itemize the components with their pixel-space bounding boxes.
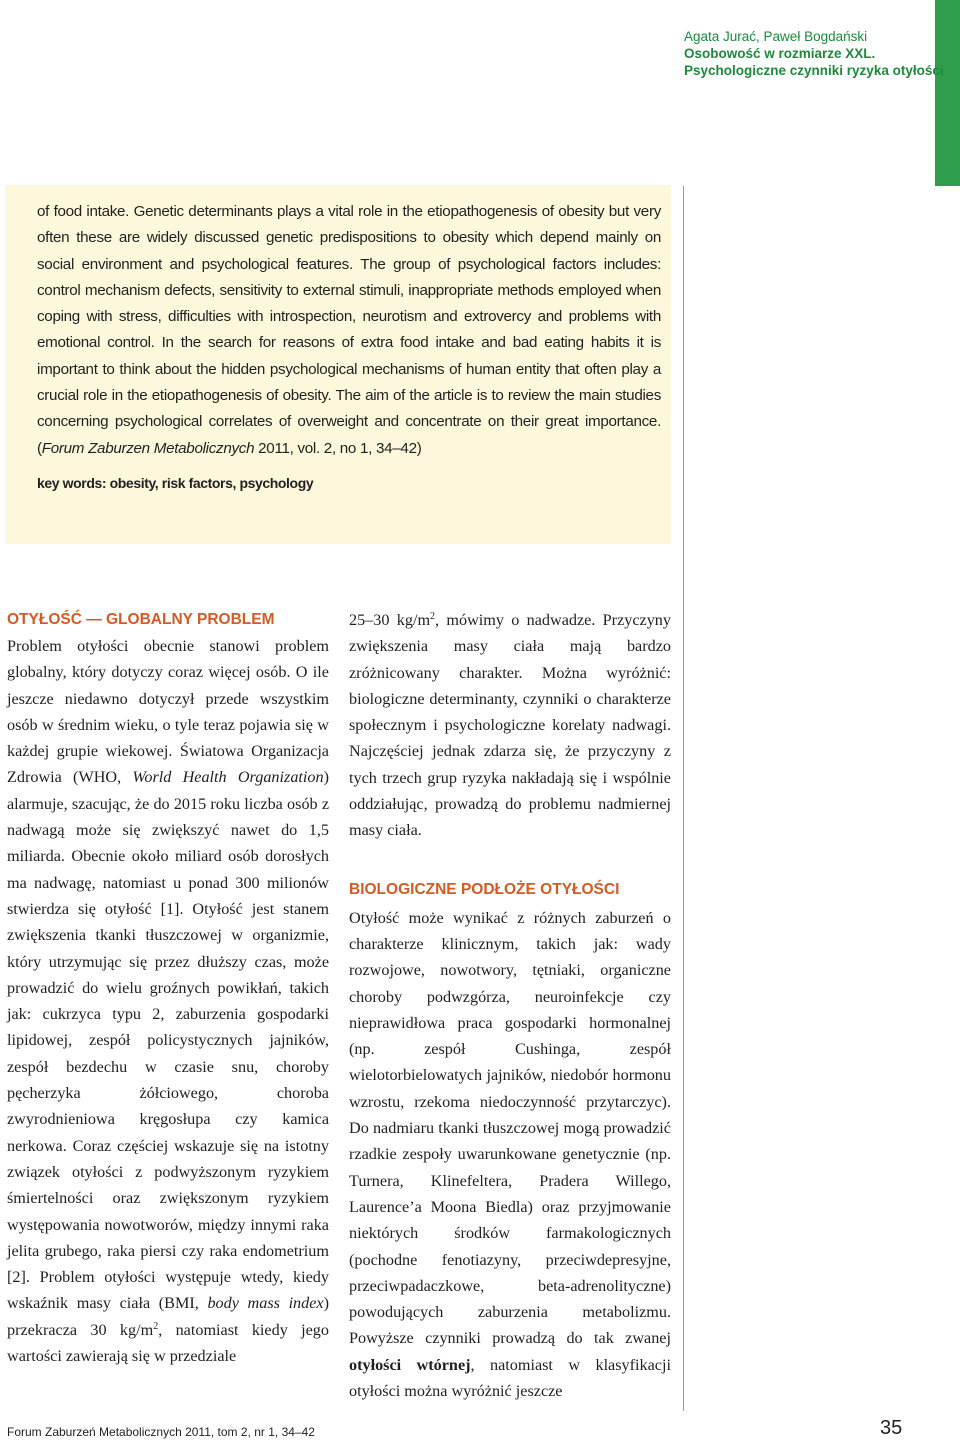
- header-authors: Agata Jurać, Paweł Bogdański: [684, 29, 868, 44]
- abstract-body: of food intake. Genetic determinants plays a vital role in the etiopathogenesis of obesity but very often these are widely discussed genetic predispositions to obesity which depend mainly on social environment and psychological features. The group of psychological factors includes: control mechanism defects, sensitivity to external stimuli, inappropriate methods employed when coping with stress, difficulties with introspection, neurotism and extrovercy and problems with emotional control. In the search for reasons of extra food intake and bad eating habits it is important to think about the hidden psychological mechanisms of human entity that often play a crucial role in the etiopathogenesis of obesity. The aim of the article is to review the main studies concerning psychological correlates of overweight and concentrate on their great importance.: [37, 203, 661, 431]
- column-divider: [683, 186, 684, 1411]
- page-footer: Forum Zaburzeń Metabolicznych 2011, tom 2, nr 1, 34–42: [7, 1425, 315, 1439]
- body-paragraph: [349, 905, 671, 1405]
- text-run: , natomiast kiedy jego wartości zawierają się w przedziale: [7, 1320, 329, 1366]
- section-heading-biological: BIOLOGICZNE PODŁOŻE OTYŁOŚCI: [349, 880, 620, 898]
- text-run: ) alarmuje, szacując, że do 2015 roku liczba osób z nadwagą może się zwiększyć nawet do 1,5 miliarda. Obecnie około miliard osób dorosłych ma nadwagę, natomiast u ponad 300 milionów stwierdza się otyłość [1]. Otyłość jest stanem zwiększenia tkanki tłuszczowej w organizmie, który utrzymując się przez dłuższy czas, może prowadzić do wielu groźnych powikłań, takich jak: cukrzyca typu 2, zaburzenia gospodarki lipidowej, zespół policystycznych jajników, zespół bezdechu w czasie snu, choroby pęcherzyka żółciowego, choroba zwyrodnieniowa kręgosłupa czy kamica nerkowa. Coraz częściej wskazuje się na istotny związek otyłości z podwyższonym ryzykiem śmiertelności oraz zwiększonym ryzykiem występowania nowotworów, między innymi raka jelita grubego, raka piersi czy raka endometrium [2]. Problem otyłości występuje wtedy, kiedy wskaźnik masy ciała (BMI,: [7, 768, 329, 1313]
- keywords: key words: obesity, risk factors, psychology: [37, 474, 314, 491]
- superscript: 2: [430, 611, 436, 622]
- citation-details: 2011, vol. 2, no 1, 34–42: [254, 439, 417, 457]
- citation-open: (: [37, 439, 42, 457]
- section-heading-global-problem: OTYŁOŚĆ — GLOBALNY PROBLEM: [7, 611, 275, 628]
- bold-term: otyłości wtórnej: [349, 1355, 471, 1374]
- abstract-box: [5, 185, 671, 544]
- superscript: 2: [153, 1320, 159, 1332]
- who-italic: World Health Organization: [132, 768, 324, 787]
- body-paragraph: [349, 607, 671, 844]
- left-column: [7, 607, 329, 1369]
- page-number: 35: [880, 1417, 903, 1439]
- text-run: ) przekracza 30 kg/m: [7, 1294, 330, 1339]
- journal-name: Forum Zaburzen Metabolicznych: [41, 439, 255, 457]
- text-run: , mówimy o nadwadze. Przyczyny zwiększenia masy ciała mają bardzo zróżnicowany charakter. Można wyróżnić: biologiczne determinanty, czynniki o charakterze społecznym i psychologiczne korelaty nadwagi. Najczęściej jednak zdarza się, że przyczyny z tych trzech grup ryzyka nakładają się i wspólnie oddziałując, prowadzą do problemu nadmiernej masy ciała.: [349, 611, 671, 840]
- header-title-line1: Osobowość w rozmiarze XXL.: [684, 46, 876, 61]
- text-run: Otyłość może wynikać z różnych zaburzeń o charakterze klinicznym, takich jak: wady rozwojowe, nowotwory, tętniaki, organiczne choroby podwzgórza, neuroinfekcje czy nieprawidłowa praca gospodarki hormonalnej (np. zespół Cushinga, zespół wielotorbielowatych jajników, niedobór hormonu wzrostu, rzekoma niedoczynność przytarczyc). Do nadmiaru tkanki tłuszczowej mogą prowadzić rzadkie zespoły uwarunkowane genetycznie (np. Turnera, Klinefeltera, Pradera Willego, Laurence’a Moona Biedla) oraz przyjmowanie niektórych środków farmakologicznych (pochodne fenotiazyny, przeciwdepresyjne, przeciwpadaczkowe, beta-adrenolityczne) powodujących zaburzenia metabolizmu. Powyższe czynniki prowadzą do tak zwanej: [349, 908, 671, 1348]
- body-paragraph: [7, 633, 329, 1369]
- running-header: [684, 28, 944, 79]
- citation-close: ): [416, 439, 422, 457]
- bmi-italic: body mass index: [207, 1294, 324, 1313]
- text-run: 25–30 kg/m: [349, 611, 431, 629]
- right-column: [349, 607, 671, 1404]
- abstract-text: [37, 199, 661, 462]
- text-run: , natomiast w klasyfikacji otyłości można wyróżnić jeszcze: [349, 1355, 671, 1401]
- header-title-line2: Psychologiczne czynniki ryzyka otyłości: [684, 63, 944, 78]
- text-run: Problem otyłości obecnie stanowi problem globalny, który dotyczy coraz więcej osób. O ile jeszcze niedawno dotyczył przede wszystkim osób w średnim wieku, o tyle teraz pojawia się w każdej grupie wiekowej. Światowa Organizacja Zdrowia (WHO,: [7, 637, 329, 787]
